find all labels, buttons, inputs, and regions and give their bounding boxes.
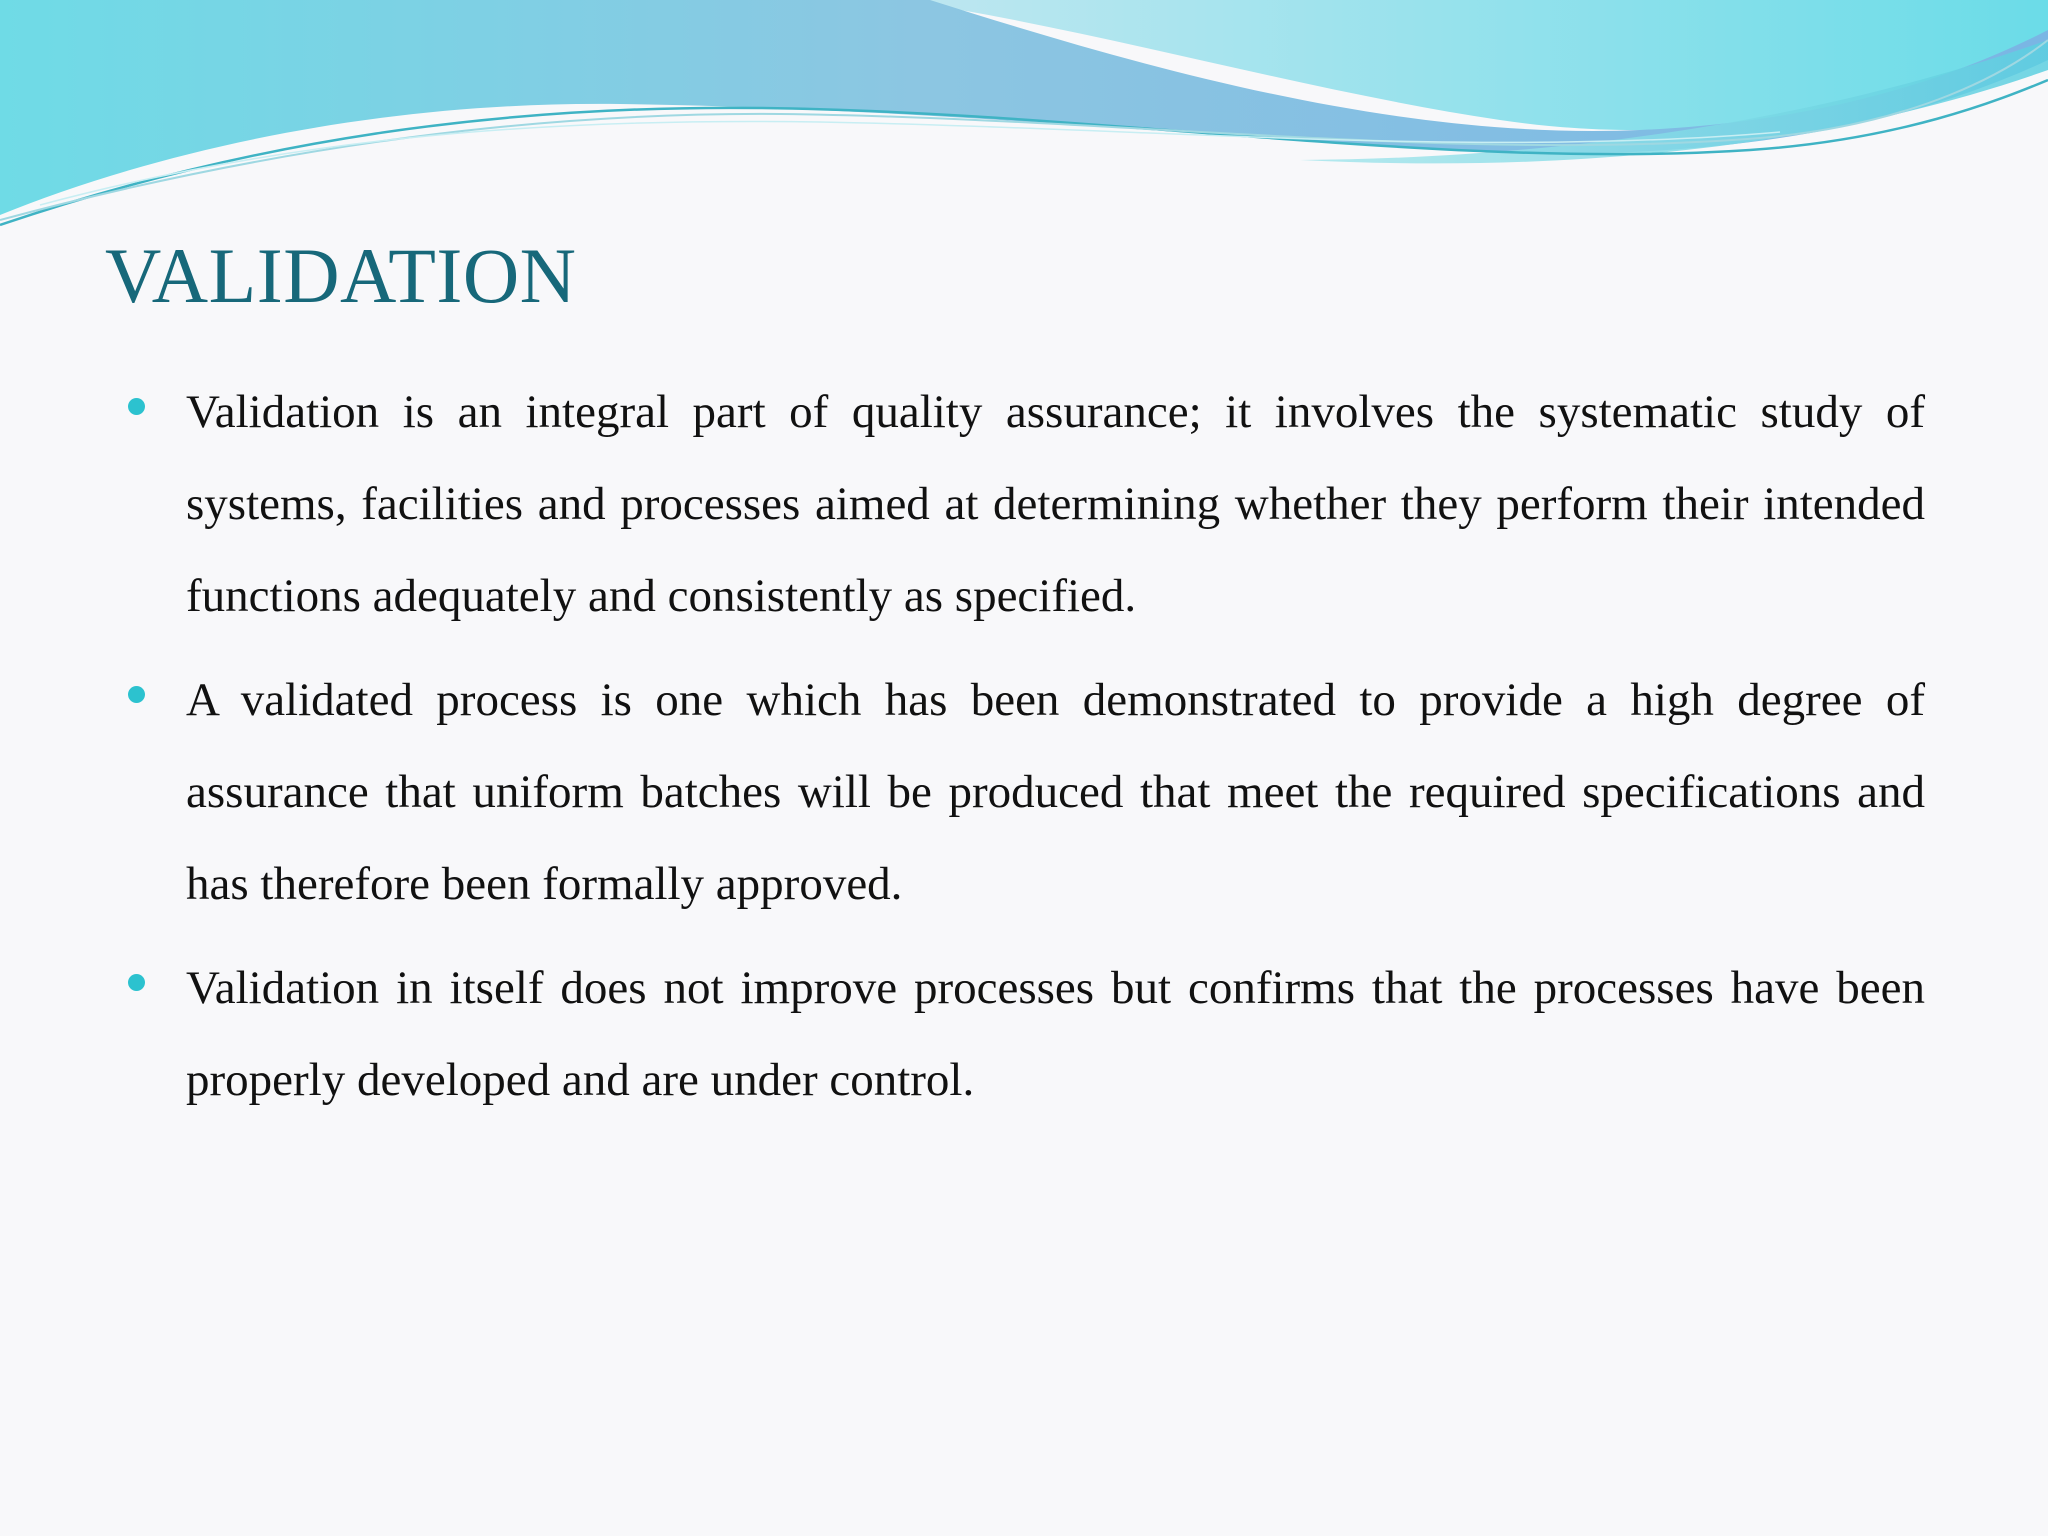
bullet-dot-icon: [128, 974, 145, 991]
bullet-text: A validated process is one which has been demonstrated to provide a high degree of assurance that uniform batches will be produced that meet the required specifications and has therefore been formally approved.: [186, 674, 1925, 910]
wave-header-decoration: [0, 0, 2048, 240]
bullet-list: [122, 366, 1925, 1138]
list-item: [122, 942, 1925, 1126]
list-item: [122, 654, 1925, 930]
bullet-dot-icon: [128, 686, 145, 703]
slide-title: VALIDATION: [105, 232, 577, 319]
bullet-text: Validation is an integral part of quality assurance; it involves the systematic study of systems, facilities and processes aimed at determining whether they perform their intended functions adequately and consistently as specified.: [186, 386, 1925, 622]
bullet-text: Validation in itself does not improve processes but confirms that the processes have been properly developed and are under control.: [186, 962, 1925, 1106]
bullet-dot-icon: [128, 398, 145, 415]
list-item: [122, 366, 1925, 642]
